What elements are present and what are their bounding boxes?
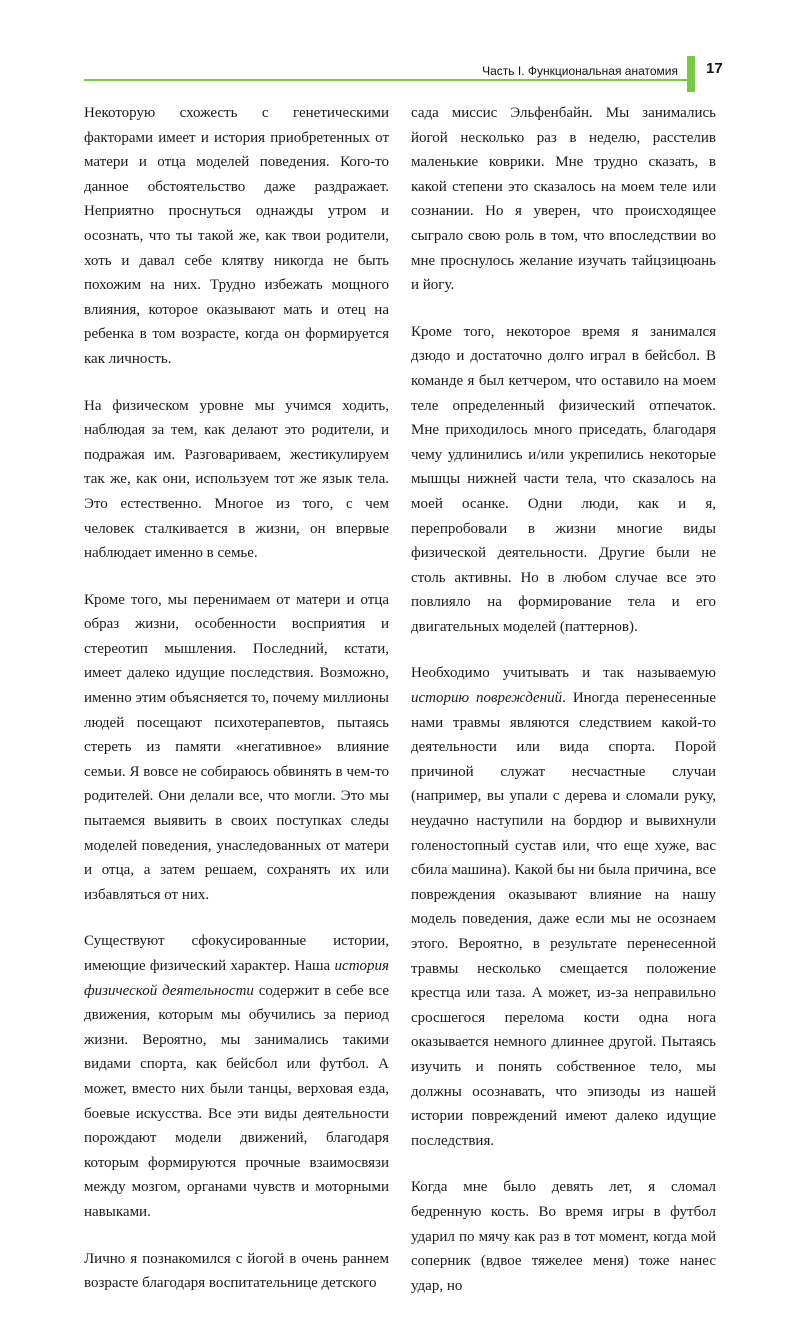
header-accent-bar (687, 56, 695, 92)
paragraph: Кроме того, мы перенимаем от матери и отца образ жизни, особенности восприятия и стереотип мышления. Последний, кстати, имеет далеко идущие последствия. Возможно, именно этим объясняется то, почему миллионы людей посещают психотерапевтов, пытаясь стереть из памяти «негативное» влияние семьи. Я вовсе не собираюсь обвинять в чем-то родителей. Они делали все, что могли. Это мы пытаемся выявить в своих поступках следы моделей поведения, унаследованных от матери и отца, а затем решаем, сохранять их или избавляться от них. (84, 591, 390, 903)
paragraph: Лично я познакомился с йогой в очень раннем возрасте благодаря воспитательнице детского (84, 1250, 389, 1292)
paragraph: На физическом уровне мы учимся ходить, наблюдая за тем, как делают это родители, и подражая им. Разговариваем, жестикулируем так же, как они, используем тот же язык тела. Это естественно. Многое из того, с чем человек сталкивается в жизни, он впервые наблюдает именно в семье. (84, 397, 389, 562)
text-run: Существуют сфокусированные истории, имеющие физический характер. Наша (84, 933, 389, 974)
emphasis-term: историю повреждений (411, 690, 563, 707)
paragraph (411, 661, 716, 1153)
emphasis-term: история физической деятельности (84, 958, 389, 999)
paragraph (84, 929, 389, 1224)
paragraph: Когда мне было девять лет, я сломал бедренную кость. Во время игры в футбол ударил по мячу как раз в тот момент, когда мой соперник (вдвое тяжелее меня) тоже нанес удар, но (411, 1179, 716, 1294)
paragraph: Кроме того, некоторое время я занимался дзюдо и достаточно долго играл в бейсбол. В команде я был кетчером, что оставило на моем теле определенный физический отпечаток. Мне приходилось много приседать, благодаря чему удлинились и/или укрепились некоторые мышцы нижней части тела, что сказалось на моей осанке. Одни люди, как и я, перепробовали в жизни многие виды физической деятельности. Другие были не столь активны. Но в любом случае все это повлияло на формирование тела и его двигательных моделей (паттернов). (411, 323, 716, 635)
paragraph: Некоторую схожесть с генетическими факторами имеет и история приобретенных от матери и отца моделей поведения. Кого-то данное обстоятельство даже раздражает. Неприятно проснуться однажды утром и осознать, что ты такой же, как твои родители, хоть и давал себе клятву никогда не быть похожим на них. Трудно избежать мощного влияния, которое оказывают мать и отец на ребенка в том возрасте, когда он формируется как личность. (84, 105, 389, 367)
header-rule (84, 79, 688, 81)
text-run: содержит в себе все движения, которым мы обучились за период жизни. Вероятно, мы занимались такими видами спорта, как бейсбол или футбол. А может, вместо них были танцы, верховая езда, боевые искусства. Все эти виды деятельности порождают модели движений, благодаря которым формируются прочные взаимосвязи между мозгом, органами чувств и моторными навыками. (84, 982, 389, 1220)
running-header-title: Часть I. Функциональная анатомия (482, 64, 678, 78)
paragraph: сада миссис Эльфенбайн. Мы занимались йогой несколько раз в неделю, расстелив маленькие коврики. Мне трудно сказать, в какой степени это сказалось на моем теле или сознании. Но я уверен, что происходящее сыграло свою роль в том, что впоследствии во мне проснулось желание изучать тайцзицюань и йогу. (411, 105, 716, 294)
text-run: Необходимо учитывать и так называемую (411, 665, 716, 682)
text-run: . Иногда перенесенные нами травмы являются следствием какой-то деятельности или вида спорта. Порой причиной служат несчастные случаи (например, вы упали с дерева и сломали руку, неудачно наступили на бордюр и вывихнули голеностопный сустав или, что еще хуже, вас сбила машина). Какой бы ни была причина, все повреждения оказывают влияние на нашу модель поведения, даже если мы не осознаем этого. Вероятно, в результате перенесенной травмы несколько смещается положение крестца или таза. А может, из-за неправильно сросшегося перелома кости одна нога оказывается немного длиннее другой. Пытаясь изучить и понять собственное тело, мы должны осознавать, что эпизоды из нашей истории повреждений имеют далеко идущие последствия. (411, 690, 716, 1149)
left-column (84, 101, 389, 1318)
right-column (411, 101, 716, 1320)
page-number: 17 (706, 60, 723, 77)
